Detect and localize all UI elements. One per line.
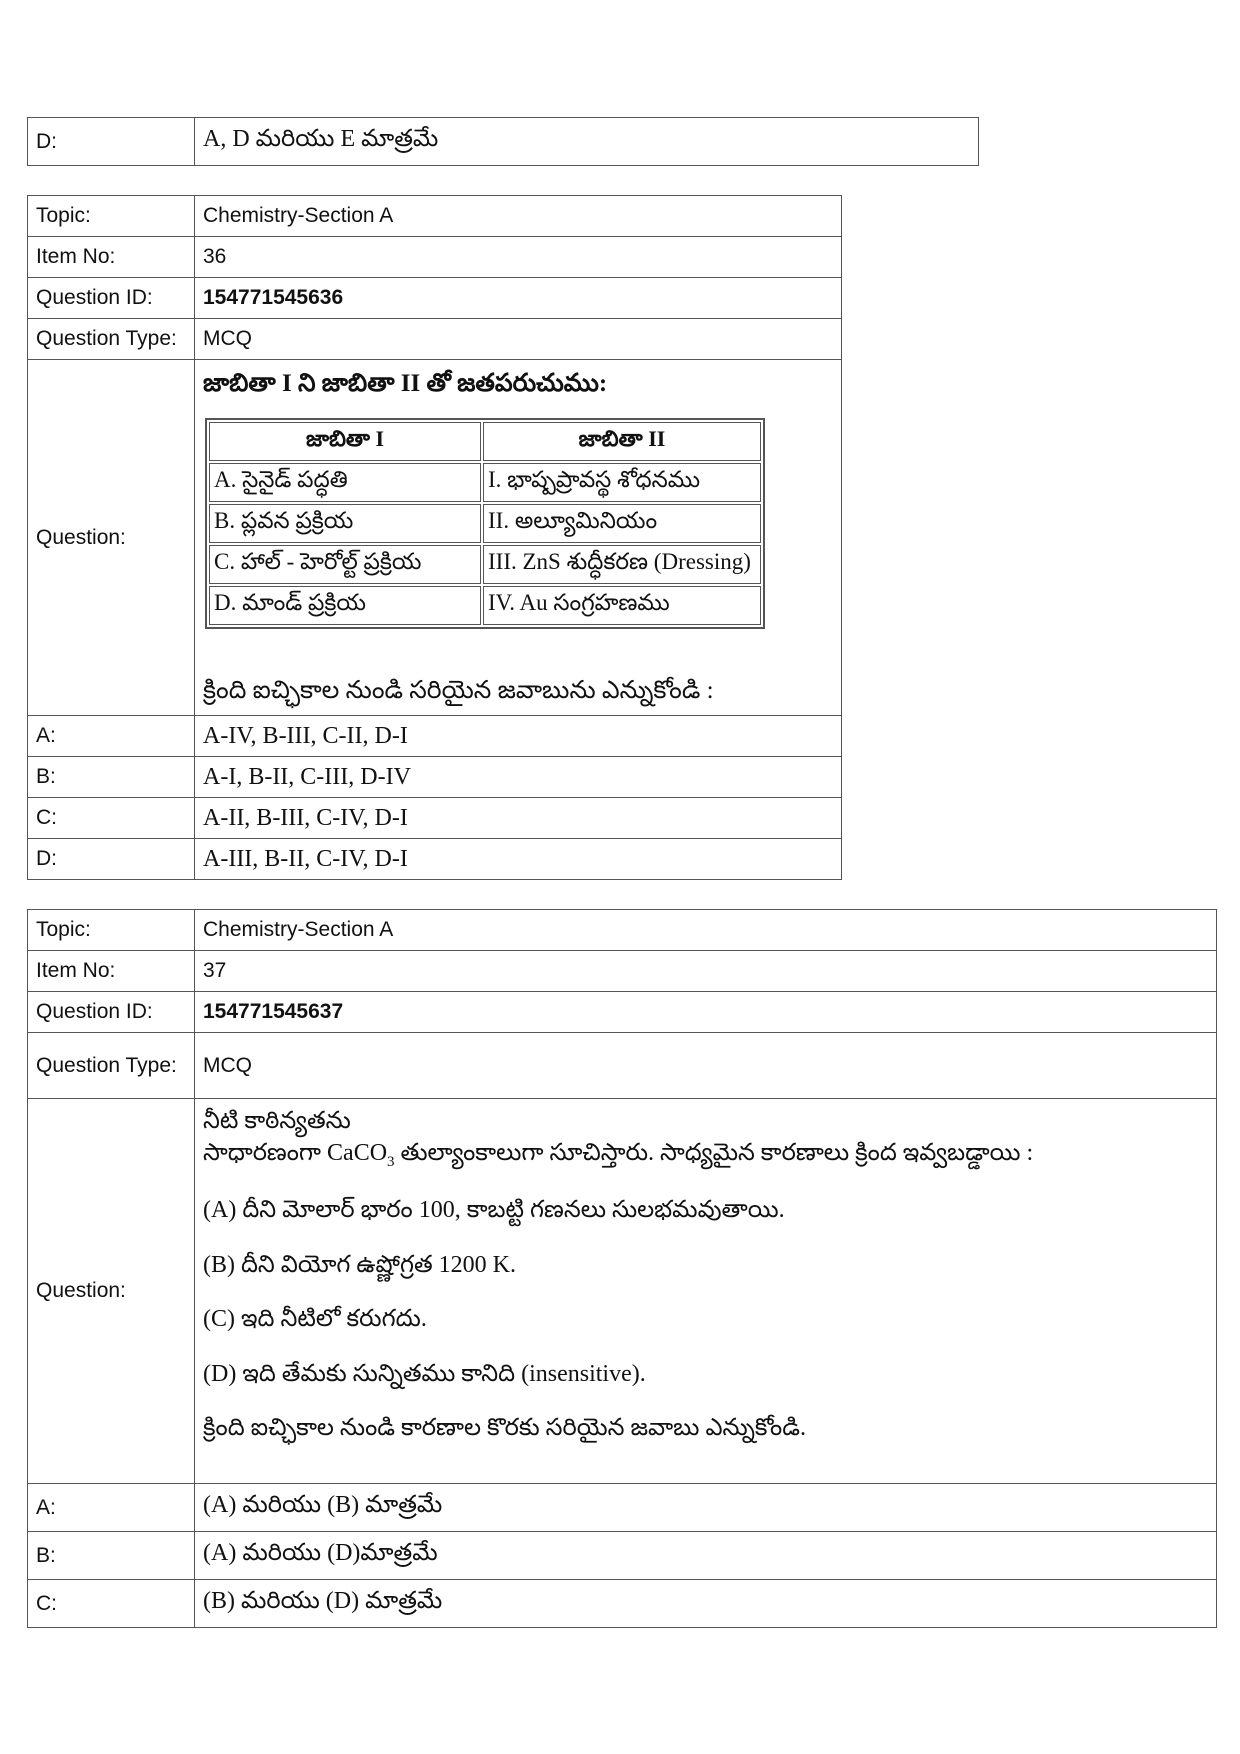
option-a-value: (A) మరియు (B) మాత్రమే: [195, 1484, 1217, 1532]
question-type-label: Question Type:: [28, 319, 195, 360]
item-no-value: 36: [195, 237, 842, 278]
option-d-value: A-III, B-II, C-IV, D-I: [195, 839, 842, 880]
question-id-label: Question ID:: [28, 992, 195, 1033]
question-type-label: Question Type:: [28, 1033, 195, 1099]
option-d-label: D:: [28, 839, 195, 880]
question-label: Question:: [28, 360, 195, 716]
list-2-header: జాబితా II: [483, 422, 761, 461]
question-body: [195, 1099, 1217, 1484]
question-37-table: [27, 909, 1217, 1628]
option-label: D:: [28, 118, 195, 166]
option-a-label: A:: [28, 1484, 195, 1532]
statement: (D) ఇది తేమకు సున్నితము కానిది (insensitive).: [203, 1360, 646, 1387]
formula-subscript: 3: [387, 1154, 395, 1171]
option-b-value: A-I, B-II, C-III, D-IV: [195, 757, 842, 798]
list-1-header: జాబితా I: [209, 422, 481, 461]
option-c-label: C:: [28, 1580, 195, 1628]
question-body: [195, 360, 842, 716]
option-b-label: B:: [28, 1532, 195, 1580]
list-1-item: B. ప్లవన ప్రక్రియ: [209, 504, 481, 543]
question-line-2-post: తుల్యాంకాలుగా సూచిస్తారు. సాధ్యమైన కారణాలు క్రింద ఇవ్వబడ్డాయి :: [394, 1140, 1034, 1167]
topic-value: Chemistry-Section A: [195, 196, 842, 237]
question-type-value: MCQ: [195, 1033, 1217, 1099]
option-b-value: (A) మరియు (D)మాత్రమే: [195, 1532, 1217, 1580]
list-1-item: C. హాల్ - హెరోల్ట్ ప్రక్రియ: [209, 545, 481, 584]
prev-question-table: [27, 117, 979, 166]
option-b-label: B:: [28, 757, 195, 798]
question-footer: క్రింది ఐచ్ఛికాల నుండి సరియైన జవాబును ఎన్నుకోండి :: [203, 677, 714, 704]
question-line-1: నీటి కాఠిన్యతను: [203, 1108, 351, 1134]
statement: (A) దీని మోలార్ భారం 100, కాబట్టి గణనలు సులభమవుతాయి.: [203, 1197, 785, 1224]
list-2-item: III. ZnS శుద్ధీకరణ (Dressing): [483, 545, 761, 584]
question-label: Question:: [28, 1099, 195, 1484]
item-no-label: Item No:: [28, 237, 195, 278]
question-id-value: 154771545637: [195, 992, 1217, 1033]
topic-value: Chemistry-Section A: [195, 910, 1217, 951]
question-id-value: 154771545636: [195, 278, 842, 319]
item-no-label: Item No:: [28, 951, 195, 992]
question-36-table: [27, 195, 842, 880]
option-c-value: (B) మరియు (D) మాత్రమే: [195, 1580, 1217, 1628]
match-list-table: [205, 418, 765, 629]
question-heading: జాబితా I ని జాబితా II తో జతపరుచుము:: [203, 370, 608, 397]
list-2-item: II. అల్యూమినియం: [483, 504, 761, 543]
option-c-label: C:: [28, 798, 195, 839]
question-type-value: MCQ: [195, 319, 842, 360]
statement: (C) ఇది నీటిలో కరుగదు.: [203, 1306, 427, 1333]
option-value: A, D మరియు E మాత్రమే: [195, 118, 979, 166]
question-id-label: Question ID:: [28, 278, 195, 319]
list-1-item: A. సైనైడ్ పద్ధతి: [209, 463, 481, 502]
question-line-2-pre: సాధారణంగా CaCO: [203, 1140, 388, 1167]
item-no-value: 37: [195, 951, 1217, 992]
list-2-item: I. భాష్పప్రావస్థ శోధనము: [483, 463, 761, 502]
list-1-item: D. మాండ్ ప్రక్రియ: [209, 586, 481, 625]
list-2-item: IV. Au సంగ్రహణము: [483, 586, 761, 625]
option-a-label: A:: [28, 716, 195, 757]
topic-label: Topic:: [28, 910, 195, 951]
statement: (B) దీని వియోగ ఉష్ణోగ్రత 1200 K.: [203, 1251, 516, 1278]
question-line-2: [203, 1137, 1208, 1172]
topic-label: Topic:: [28, 196, 195, 237]
option-a-value: A-IV, B-III, C-II, D-I: [195, 716, 842, 757]
option-c-value: A-II, B-III, C-IV, D-I: [195, 798, 842, 839]
question-footer: క్రింది ఐచ్ఛికాల నుండి కారణాల కొరకు సరియైన జవాబు ఎన్నుకోండి.: [203, 1415, 806, 1441]
